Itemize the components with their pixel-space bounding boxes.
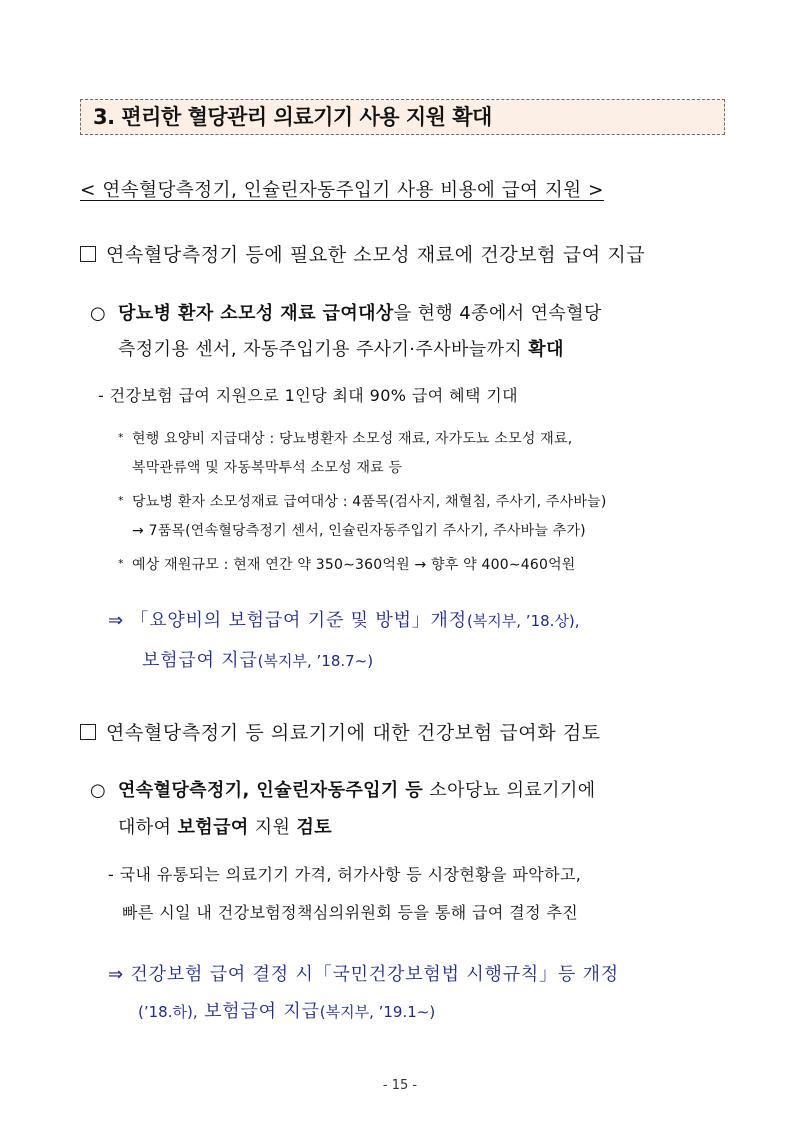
block2-circle-bold2: 보험급여 — [177, 817, 249, 838]
block1-circle-text1: 을 현행 4종에서 연속혈당 — [393, 303, 602, 324]
block2-circle-bold1: 연속혈당측정기, 인슐린자동주입기 등 — [118, 780, 424, 801]
block2-action-text2: 보험급여 지급 — [197, 1001, 320, 1022]
block1-note2-line1 — [118, 488, 607, 515]
asterisk-icon: * — [118, 431, 124, 444]
block2-dash1: - 국내 유통되는 의료기기 가격, 허가사항 등 시장현황을 파악하고, — [108, 865, 582, 884]
double-arrow-icon: ⇒ — [108, 964, 124, 985]
page-number: - 15 - — [382, 1078, 418, 1093]
block2-heading-text: 연속혈당측정기 등 의료기기에 대한 건강보험 급여화 검토 — [106, 722, 601, 744]
block1-heading-text: 연속혈당측정기 등에 필요한 소모성 재료에 건강보험 급여 지급 — [106, 244, 646, 266]
block1-circle-text2: 측정기용 센서, 자동주입기용 주사기·주사바늘까지 — [118, 339, 529, 360]
block2-action-line2 — [138, 995, 435, 1029]
block1-action-small2: (복지부, ’18.7∼) — [257, 652, 374, 670]
block1-heading — [80, 240, 645, 267]
block2-heading — [80, 718, 601, 745]
block1-circle-line2 — [118, 334, 564, 366]
block2-circle-text1: 소아당뇨 의료기기에 — [423, 780, 596, 801]
block2-circle-text3: 지원 — [248, 817, 297, 838]
checkbox-square-icon — [80, 246, 96, 262]
block2-action-line1 — [108, 958, 619, 992]
block1-action-text1: 「요양비의 보험급여 기준 및 방법」개정 — [130, 610, 467, 631]
block1-note1-line1 — [118, 425, 572, 452]
block1-note1-line2: 복막관류액 및 자동복막투석 소모성 재료 등 — [132, 460, 403, 476]
double-arrow-icon: ⇒ — [108, 610, 124, 631]
block1-action-line1 — [108, 604, 580, 638]
circle-bullet-icon: ○ — [90, 303, 107, 324]
section-title-text: 3. 편리한 혈당관리 의료기기 사용 지원 확대 — [93, 105, 492, 129]
block1-note2-line2: → 7품목(연속혈당측정기 센서, 인슐린자동주입기 주사기, 주사바늘 추가) — [132, 523, 586, 539]
note-text: 현행 요양비 지급대상 : 당뇨병환자 소모성 재료, 자가도뇨 소모성 재료, — [132, 431, 573, 447]
note-text: 예상 재원규모 : 현재 연간 약 350∼360억원 → 향후 약 400∼460억원 — [132, 557, 576, 573]
circle-bullet-icon: ○ — [90, 780, 107, 801]
block1-action-text2: 보험급여 지급 — [142, 650, 258, 671]
checkbox-square-icon — [80, 724, 96, 740]
note-text: 당뇨병 환자 소모성재료 급여대상 : 4품목(검사지, 채혈침, 주사기, 주사바늘) — [132, 494, 607, 510]
block2-action-text1: 건강보험 급여 결정 시「국민건강보험법 시행규칙」등 개정 — [130, 964, 619, 985]
block1-circle-bold1: 당뇨병 환자 소모성 재료 급여대상 — [118, 303, 394, 324]
asterisk-icon: * — [118, 494, 124, 507]
block1-circle-line1 — [90, 298, 602, 330]
section-title — [80, 99, 725, 135]
block1-note3-line1 — [118, 551, 576, 578]
block2-dash2: 빠른 시일 내 건강보험정책심의위원회 등을 통해 급여 결정 추진 — [122, 903, 579, 922]
block1-circle-bold2: 확대 — [528, 339, 564, 360]
block1-action-line2 — [142, 644, 373, 678]
block2-circle-bold3: 검토 — [296, 817, 333, 838]
asterisk-icon: * — [118, 557, 124, 570]
block2-circle-text2: 대하여 — [118, 817, 178, 838]
block2-action-small2: (복지부, ’19.1∼) — [319, 1003, 436, 1021]
block1-action-small1: (복지부, ’18.상), — [466, 612, 580, 630]
subtitle: < 연속혈당측정기, 인슐린자동주입기 사용 비용에 급여 지원 > — [80, 180, 604, 201]
block2-circle-line2 — [118, 812, 332, 844]
block2-circle-line1 — [90, 775, 596, 807]
block2-action-small1: (’18.하), — [138, 1003, 198, 1021]
block1-dash: - 건강보험 급여 지원으로 1인당 최대 90% 급여 혜택 기대 — [98, 386, 519, 405]
